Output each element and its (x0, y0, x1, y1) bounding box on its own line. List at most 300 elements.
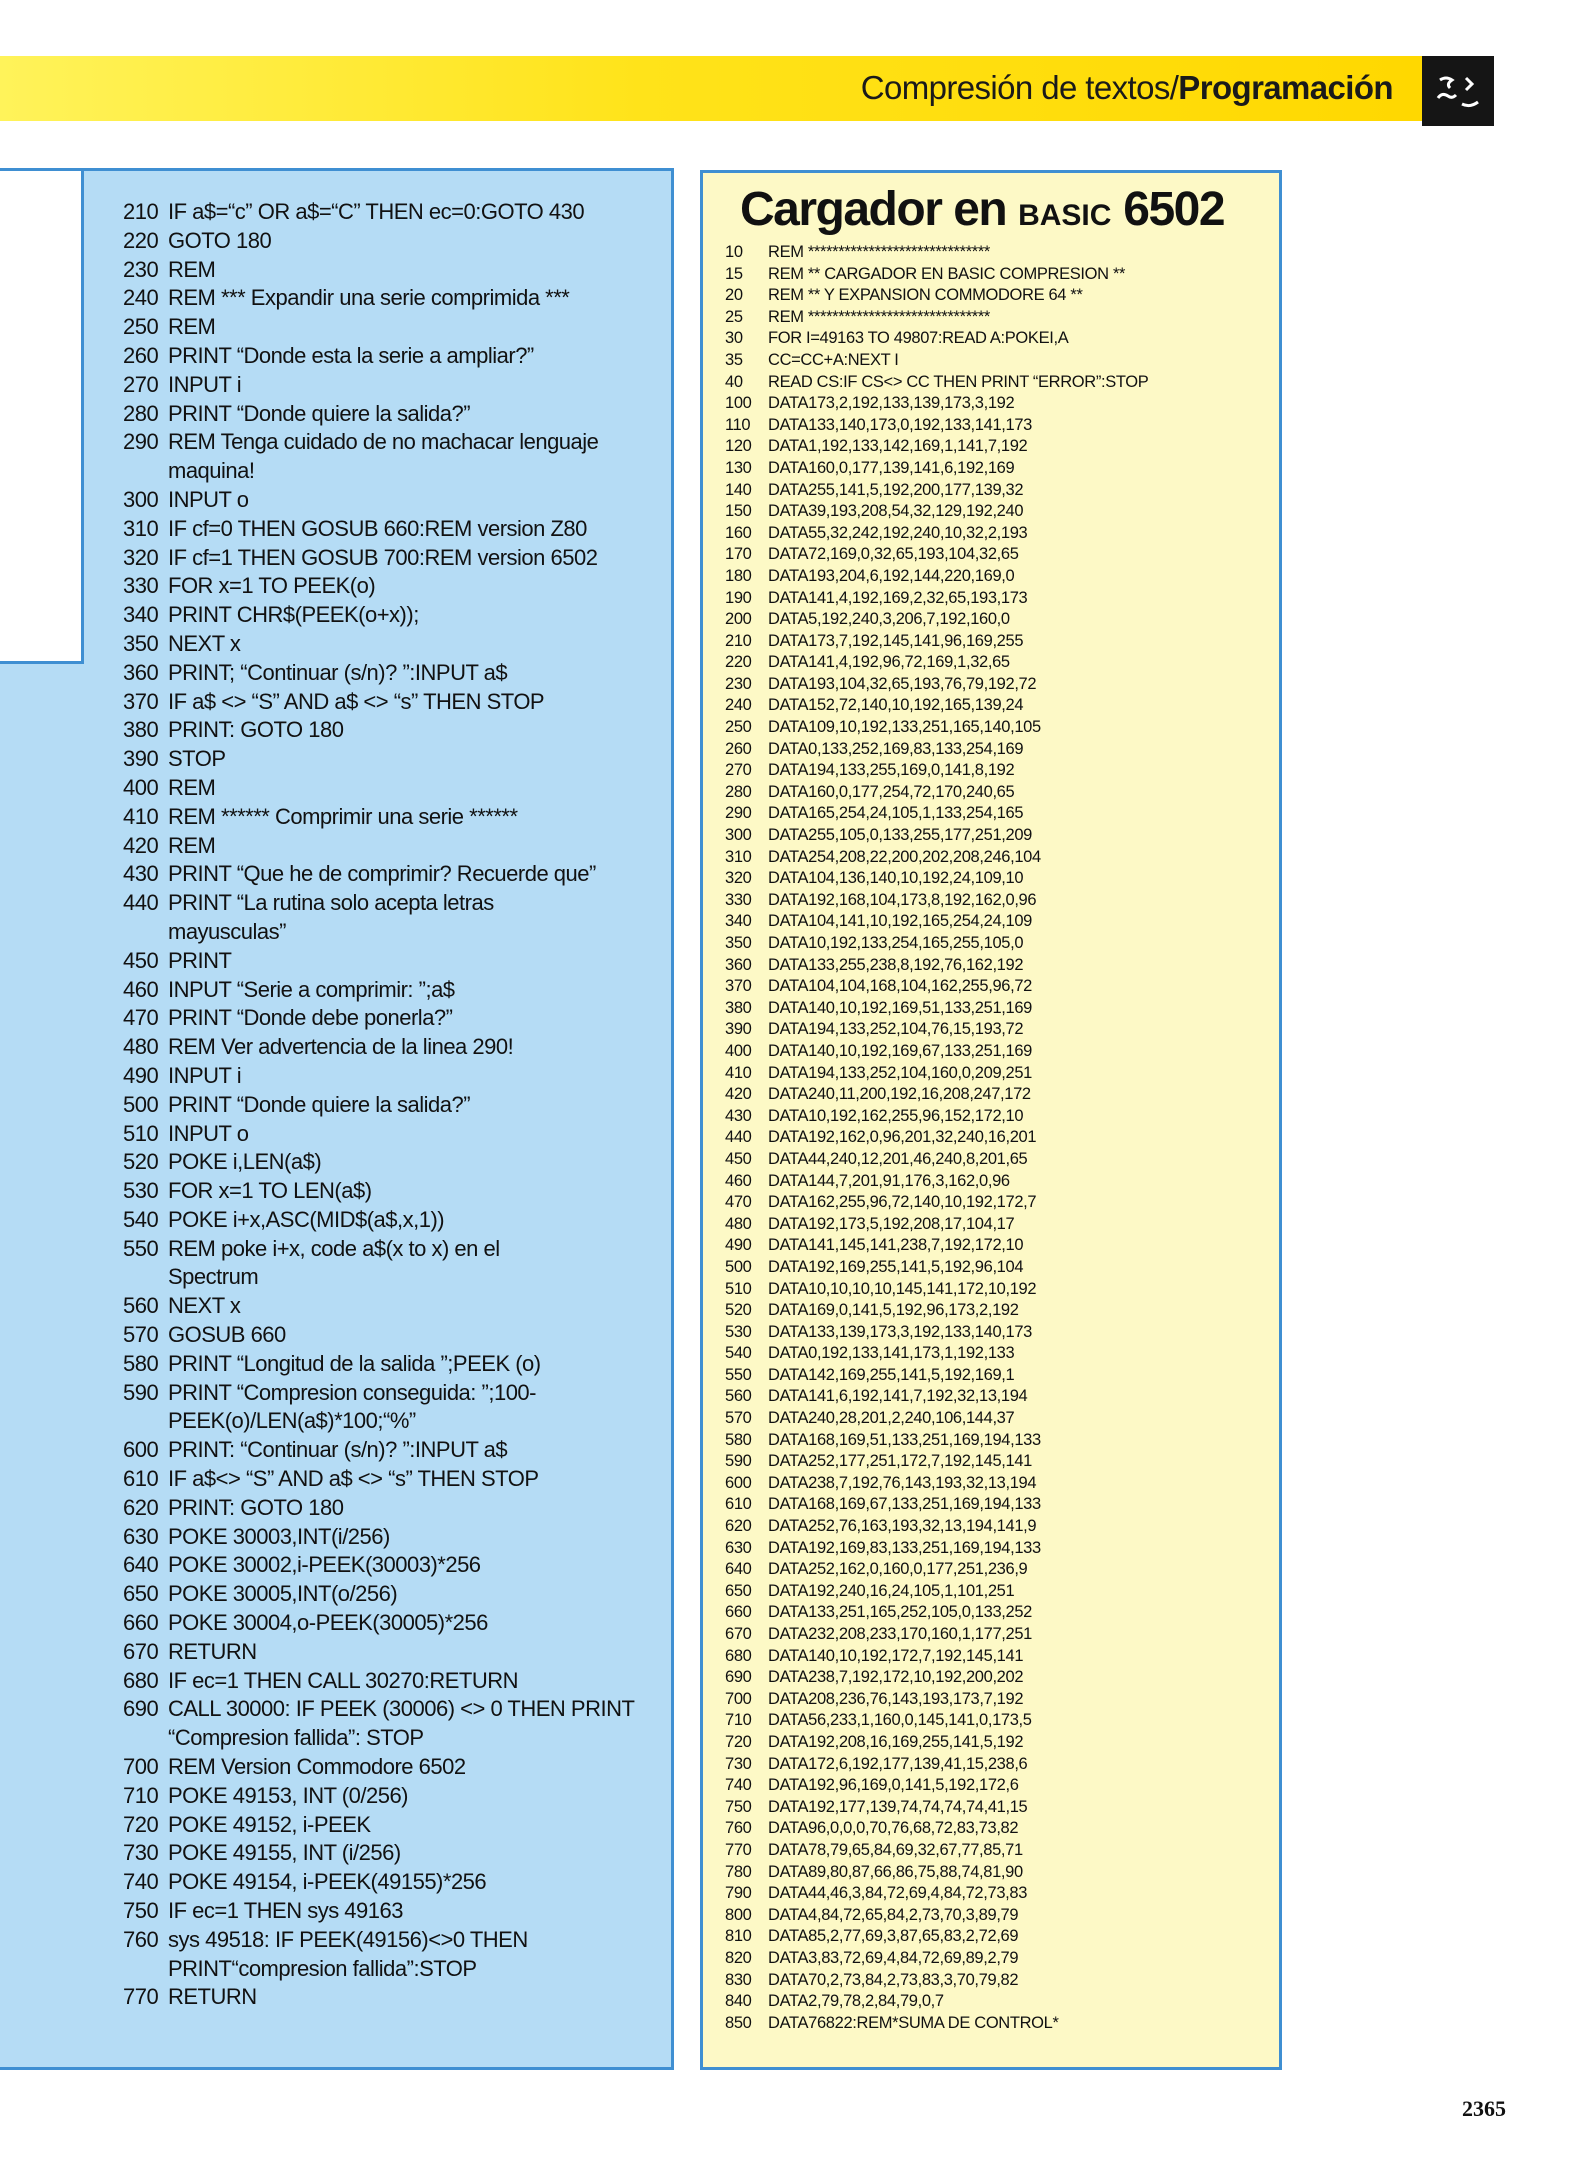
line-number: 440 (123, 890, 159, 916)
line-code: FOR x=1 TO PEEK(o) (168, 573, 376, 599)
code-line (123, 284, 663, 313)
left-panel-notch (0, 171, 84, 664)
line-code: DATA85,2,77,69,3,87,65,83,2,72,69 (768, 1927, 1019, 1946)
line-number: 220 (123, 227, 159, 253)
line-number: 390 (123, 746, 159, 772)
line-code: DATA3,83,72,69,4,84,72,69,89,2,79 (768, 1948, 1019, 1967)
line-number: 250 (123, 314, 159, 340)
line-number: 700 (725, 1689, 752, 1708)
line-code: sys 49518: IF PEEK(49156)<>0 THEN (168, 1926, 528, 1952)
line-number: 330 (123, 573, 159, 599)
code-line (725, 890, 1275, 912)
line-code: STOP (168, 746, 226, 772)
line-number: 780 (725, 1862, 752, 1881)
line-code: DATA162,255,96,72,140,10,192,172,7 (768, 1193, 1037, 1212)
code-line (123, 659, 663, 688)
line-number: 620 (123, 1494, 159, 1520)
line-code: DATA140,10,192,169,67,133,251,169 (768, 1041, 1032, 1060)
code-line (725, 1408, 1275, 1430)
line-code: POKE 30005,INT(o/256) (168, 1581, 398, 1607)
line-number: 210 (725, 631, 752, 650)
line-code: INPUT “Serie a comprimir: ”;a$ (168, 976, 455, 1002)
line-code: DATA133,139,173,3,192,133,140,173 (768, 1322, 1032, 1341)
line-number: 40 (725, 372, 743, 391)
code-line (725, 2013, 1275, 2035)
line-number: 610 (123, 1466, 159, 1492)
line-code: DATA56,233,1,160,0,145,141,0,173,5 (768, 1711, 1032, 1730)
line-number: 720 (123, 1811, 159, 1837)
code-line (123, 1235, 663, 1293)
line-number: 680 (123, 1667, 159, 1693)
line-number: 380 (123, 717, 159, 743)
line-number: 470 (123, 1005, 159, 1031)
line-code: DATA173,2,192,133,139,173,3,192 (768, 394, 1015, 413)
line-code: POKE 49155, INT (i/256) (168, 1840, 401, 1866)
line-number: 490 (123, 1062, 159, 1088)
code-line (725, 1840, 1275, 1862)
line-number: 520 (725, 1301, 752, 1320)
line-code: PRINT “Donde quiere la salida?” (168, 400, 471, 426)
line-number: 190 (725, 588, 752, 607)
left-basic-listing (123, 198, 663, 2012)
page-number: 2365 (1462, 2096, 1506, 2121)
line-code: IF ec=1 THEN sys 49163 (168, 1898, 403, 1924)
line-code: DATA192,208,16,169,255,141,5,192 (768, 1732, 1024, 1751)
line-number: 720 (725, 1732, 752, 1751)
line-number: 320 (725, 869, 752, 888)
code-line (123, 1609, 663, 1638)
line-code: DATA160,0,177,254,72,170,240,65 (768, 782, 1015, 801)
code-line (123, 630, 663, 659)
line-continuation: Spectrum (168, 1264, 259, 1290)
line-number: 540 (725, 1344, 752, 1363)
line-code: DATA254,208,22,200,202,208,246,104 (768, 847, 1041, 866)
code-line (123, 1638, 663, 1667)
line-code: PRINT: “Continuar (s/n)? ”:INPUT a$ (168, 1437, 508, 1463)
line-code: DATA238,7,192,172,10,192,200,202 (768, 1668, 1024, 1687)
code-line (123, 1753, 663, 1782)
code-line (123, 1494, 663, 1523)
line-number: 630 (725, 1538, 752, 1557)
code-line (725, 1084, 1275, 1106)
line-code: DATA133,140,173,0,192,133,141,173 (768, 415, 1032, 434)
line-code: DATA72,169,0,32,65,193,104,32,65 (768, 545, 1019, 564)
line-number: 740 (123, 1869, 159, 1895)
loader-title-basic: BASIC (1018, 199, 1112, 232)
code-line (123, 428, 663, 486)
line-code: IF a$ <> “S” AND a$ <> “s” THEN STOP (168, 688, 545, 714)
code-line (123, 1379, 663, 1437)
line-code: FOR I=49163 TO 49807:READ A:POKEI,A (768, 329, 1069, 348)
line-code: DATA10,192,162,255,96,152,172,10 (768, 1106, 1024, 1125)
code-line (725, 911, 1275, 933)
line-code: PRINT: GOTO 180 (168, 1494, 344, 1520)
section-title-topic: Compresión de textos/ (860, 69, 1179, 106)
line-number: 760 (725, 1819, 752, 1838)
line-number: 260 (725, 739, 752, 758)
line-code: DATA140,10,192,169,51,133,251,169 (768, 998, 1032, 1017)
line-code: DATA255,141,5,192,200,177,139,32 (768, 480, 1024, 499)
code-line (123, 745, 663, 774)
line-code: DATA141,4,192,169,2,32,65,193,173 (768, 588, 1028, 607)
line-number: 650 (725, 1581, 752, 1600)
code-line (725, 1516, 1275, 1538)
line-code: RETURN (168, 1984, 257, 2010)
line-number: 200 (725, 610, 752, 629)
code-line (725, 695, 1275, 717)
code-line (725, 1473, 1275, 1495)
code-line (725, 1300, 1275, 1322)
line-number: 770 (123, 1984, 159, 2010)
line-number: 230 (725, 674, 752, 693)
code-line (725, 1192, 1275, 1214)
code-line (725, 1171, 1275, 1193)
line-number: 690 (123, 1696, 159, 1722)
line-code: REM *** Expandir una serie comprimida *** (168, 285, 570, 311)
line-code: INPUT o (168, 486, 249, 512)
line-code: NEXT x (168, 1293, 241, 1319)
line-code: DATA192,240,16,24,105,1,101,251 (768, 1581, 1015, 1600)
line-number: 460 (725, 1171, 752, 1190)
code-line (725, 1797, 1275, 1819)
line-code: DATA252,177,251,172,7,192,145,141 (768, 1452, 1032, 1471)
code-line (725, 1235, 1275, 1257)
line-code: DATA152,72,140,10,192,165,139,24 (768, 696, 1024, 715)
line-number: 550 (725, 1365, 752, 1384)
line-number: 750 (725, 1797, 752, 1816)
line-code: IF a$=“c” OR a$=“C” THEN ec=0:GOTO 430 (168, 199, 585, 224)
line-code: DATA104,141,10,192,165,254,24,109 (768, 912, 1032, 931)
code-line (725, 1214, 1275, 1236)
line-code: DATA169,0,141,5,192,96,173,2,192 (768, 1301, 1019, 1320)
line-code: DATA252,76,163,193,32,13,194,141,9 (768, 1517, 1037, 1536)
line-code: REM ****** Comprimir una serie ****** (168, 803, 518, 829)
code-line (725, 739, 1275, 761)
code-line (725, 372, 1275, 394)
code-line (725, 933, 1275, 955)
line-number: 15 (725, 264, 743, 283)
line-code: DATA141,145,141,238,7,192,172,10 (768, 1236, 1024, 1255)
code-line (725, 652, 1275, 674)
code-line (725, 480, 1275, 502)
line-number: 590 (725, 1452, 752, 1471)
code-line (725, 1883, 1275, 1905)
line-code: PRINT CHR$(PEEK(o+x)); (168, 602, 419, 628)
line-number: 180 (725, 566, 752, 585)
line-number: 760 (123, 1926, 159, 1952)
code-line (725, 1494, 1275, 1516)
line-number: 360 (725, 955, 752, 974)
line-code: IF cf=1 THEN GOSUB 700:REM version 6502 (168, 544, 598, 570)
line-code: DATA172,6,192,177,139,41,15,238,6 (768, 1754, 1028, 1773)
code-line (725, 976, 1275, 998)
line-number: 620 (725, 1517, 752, 1536)
code-line (725, 1948, 1275, 1970)
code-line (725, 1430, 1275, 1452)
line-number: 370 (123, 688, 159, 714)
code-line (123, 371, 663, 400)
code-line (725, 566, 1275, 588)
line-code: NEXT x (168, 630, 241, 656)
line-number: 560 (725, 1387, 752, 1406)
code-line (123, 688, 663, 717)
line-number: 320 (123, 544, 159, 570)
line-number: 160 (725, 523, 752, 542)
code-line (725, 782, 1275, 804)
line-code: FOR x=1 TO LEN(a$) (168, 1178, 372, 1204)
line-code: DATA1,192,133,142,169,1,141,7,192 (768, 437, 1028, 456)
line-number: 830 (725, 1970, 752, 1989)
code-line (725, 1646, 1275, 1668)
code-line (123, 572, 663, 601)
code-line (725, 1538, 1275, 1560)
code-line (725, 1365, 1275, 1387)
line-number: 300 (725, 826, 752, 845)
line-number: 420 (725, 1085, 752, 1104)
code-line (123, 1782, 663, 1811)
code-line (725, 1106, 1275, 1128)
line-number: 270 (123, 371, 159, 397)
code-line (123, 256, 663, 285)
line-code: DATA238,7,192,76,143,193,32,13,194 (768, 1473, 1037, 1492)
line-number: 500 (725, 1257, 752, 1276)
line-number: 640 (725, 1560, 752, 1579)
line-number: 340 (123, 602, 159, 628)
line-number: 480 (123, 1034, 159, 1060)
line-number: 690 (725, 1668, 752, 1687)
line-number: 570 (725, 1409, 752, 1428)
line-code: PRINT “Que he de comprimir? Recuerde que” (168, 861, 596, 887)
code-line (123, 1811, 663, 1840)
code-line (725, 1667, 1275, 1689)
line-number: 670 (725, 1625, 752, 1643)
code-line (725, 803, 1275, 825)
line-code: DATA255,105,0,133,255,177,251,209 (768, 826, 1032, 845)
code-line (725, 1689, 1275, 1711)
line-number: 260 (123, 342, 159, 368)
line-code: GOSUB 660 (168, 1322, 286, 1348)
line-code: DATA44,46,3,84,72,69,4,84,72,73,83 (768, 1884, 1028, 1903)
line-code: PRINT “Donde esta la serie a ampliar?” (168, 342, 534, 368)
line-number: 550 (123, 1235, 159, 1261)
code-line (725, 1732, 1275, 1754)
code-line (123, 1983, 663, 2012)
line-code: POKE i+x,ASC(MID$(a$,x,1)) (168, 1206, 445, 1232)
line-number: 210 (123, 199, 159, 224)
line-number: 700 (123, 1754, 159, 1780)
code-line (725, 1257, 1275, 1279)
line-number: 510 (123, 1120, 159, 1146)
line-code: DATA0,133,252,169,83,133,254,169 (768, 739, 1024, 758)
code-line (123, 400, 663, 429)
code-line (123, 1120, 663, 1149)
line-code: DATA109,10,192,133,251,165,140,105 (768, 718, 1041, 737)
line-number: 280 (123, 400, 159, 426)
code-line (725, 1581, 1275, 1603)
code-line (123, 1580, 663, 1609)
line-code: DATA10,192,133,254,165,255,105,0 (768, 934, 1024, 952)
code-line (725, 1970, 1275, 1992)
line-number: 170 (725, 545, 752, 564)
line-code: DATA194,133,252,104,160,0,209,251 (768, 1063, 1032, 1082)
code-line (725, 544, 1275, 566)
line-code: DATA5,192,240,3,206,7,192,160,0 (768, 610, 1010, 629)
code-line (123, 1004, 663, 1033)
line-number: 290 (725, 804, 752, 823)
code-line (123, 889, 663, 947)
line-code: POKE i,LEN(a$) (168, 1149, 322, 1175)
code-line (725, 1386, 1275, 1408)
line-number: 710 (725, 1711, 752, 1730)
squiggle-logo-icon (1422, 56, 1494, 126)
line-code: IF ec=1 THEN CALL 30270:RETURN (168, 1667, 518, 1693)
code-line (725, 458, 1275, 480)
line-number: 500 (123, 1091, 159, 1117)
line-number: 380 (725, 998, 752, 1017)
line-code: DATA168,169,51,133,251,169,194,133 (768, 1430, 1041, 1449)
line-number: 510 (725, 1279, 752, 1298)
code-line (725, 847, 1275, 869)
line-number: 680 (725, 1646, 752, 1665)
line-code: DATA2,79,78,2,84,79,0,7 (768, 1992, 944, 2011)
code-line (725, 328, 1275, 350)
line-code: DATA192,177,139,74,74,74,74,41,15 (768, 1797, 1028, 1816)
line-code: REM ****************************** (768, 243, 990, 261)
section-title-category: Programación (1178, 69, 1393, 106)
code-line (123, 1436, 663, 1465)
line-number: 400 (123, 774, 159, 800)
code-line (725, 955, 1275, 977)
line-code: IF a$<> “S” AND a$ <> “s” THEN STOP (168, 1466, 539, 1492)
line-continuation: mayusculas” (168, 918, 286, 944)
code-line (725, 609, 1275, 631)
code-line (123, 803, 663, 832)
line-code: DATA192,173,5,192,208,17,104,17 (768, 1214, 1015, 1233)
line-number: 310 (725, 847, 752, 866)
line-code: DATA96,0,0,0,70,76,68,72,83,73,82 (768, 1819, 1019, 1838)
line-number: 530 (123, 1178, 159, 1204)
code-line (123, 486, 663, 515)
line-code: INPUT i (168, 371, 242, 397)
line-number: 540 (123, 1206, 159, 1232)
code-line (123, 544, 663, 573)
line-number: 560 (123, 1293, 159, 1319)
code-line (725, 1559, 1275, 1581)
line-number: 410 (123, 803, 159, 829)
line-number: 100 (725, 394, 752, 413)
line-code: PRINT “Donde debe ponerla?” (168, 1005, 453, 1031)
line-number: 25 (725, 307, 743, 326)
line-number: 460 (123, 976, 159, 1002)
code-line (725, 285, 1275, 307)
line-code: DATA141,6,192,141,7,192,32,13,194 (768, 1387, 1028, 1406)
code-line (725, 242, 1275, 264)
line-code: PRINT “Longitud de la salida ”;PEEK (o) (168, 1350, 541, 1376)
line-code: DATA192,96,169,0,141,5,192,172,6 (768, 1776, 1019, 1795)
code-line (725, 501, 1275, 523)
line-number: 840 (725, 1992, 752, 2011)
line-number: 850 (725, 2013, 752, 2032)
code-line (123, 1523, 663, 1552)
code-line (725, 1149, 1275, 1171)
code-line (123, 342, 663, 371)
line-number: 350 (725, 934, 752, 952)
line-number: 300 (123, 486, 159, 512)
line-code: DATA192,162,0,96,201,32,240,16,201 (768, 1128, 1037, 1147)
line-code: DATA133,251,165,252,105,0,133,252 (768, 1603, 1032, 1622)
code-line (725, 588, 1275, 610)
line-code: REM (168, 774, 216, 800)
line-code: DATA252,162,0,160,0,177,251,236,9 (768, 1560, 1028, 1579)
code-line (725, 1279, 1275, 1301)
code-line (725, 1926, 1275, 1948)
code-line (123, 1897, 663, 1926)
line-continuation: maquina! (168, 458, 255, 484)
line-code: DATA194,133,255,169,0,141,8,192 (768, 761, 1015, 780)
line-number: 280 (725, 782, 752, 801)
line-number: 660 (123, 1610, 159, 1636)
code-line (725, 264, 1275, 286)
line-code: PRINT “La rutina solo acepta letras (168, 890, 494, 916)
line-code: DATA133,255,238,8,192,76,162,192 (768, 955, 1024, 974)
line-code: DATA4,84,72,65,84,2,73,70,3,89,79 (768, 1905, 1019, 1924)
line-number: 290 (123, 429, 159, 455)
code-line (725, 1624, 1275, 1646)
line-continuation: “Compresion fallida”: STOP (168, 1725, 424, 1751)
line-code: PRINT; “Continuar (s/n)? ”:INPUT a$ (168, 659, 508, 685)
line-number: 450 (123, 947, 159, 973)
code-line (725, 998, 1275, 1020)
code-line (123, 1321, 663, 1350)
code-line (123, 1926, 663, 1984)
line-number: 430 (123, 861, 159, 887)
line-code: DATA168,169,67,133,251,169,194,133 (768, 1495, 1041, 1514)
code-line (725, 674, 1275, 696)
line-code: CALL 30000: IF PEEK (30006) <> 0 THEN PRINT (168, 1696, 635, 1722)
line-code: DATA160,0,177,139,141,6,192,169 (768, 458, 1015, 477)
line-number: 20 (725, 286, 743, 305)
line-number: 220 (725, 653, 752, 672)
code-line (123, 1091, 663, 1120)
line-number: 240 (123, 285, 159, 311)
line-code: READ CS:IF CS<> CC THEN PRINT “ERROR”:STOP (768, 372, 1149, 391)
loader-title (740, 180, 1224, 240)
line-code: DATA70,2,73,84,2,73,83,3,70,79,82 (768, 1970, 1019, 1989)
line-number: 740 (725, 1776, 752, 1795)
line-code: GOTO 180 (168, 227, 272, 253)
code-line (725, 1754, 1275, 1776)
code-line (725, 631, 1275, 653)
line-code: DATA192,168,104,173,8,192,162,0,96 (768, 890, 1037, 909)
line-code: REM ****************************** (768, 307, 990, 326)
line-code: DATA104,104,168,104,162,255,96,72 (768, 977, 1032, 996)
line-continuation: PRINT“compresion fallida”:STOP (168, 1955, 477, 1981)
line-number: 430 (725, 1106, 752, 1125)
line-code: DATA193,204,6,192,144,220,169,0 (768, 566, 1015, 585)
line-code: PRINT (168, 947, 232, 973)
line-number: 350 (123, 630, 159, 656)
code-line (725, 307, 1275, 329)
line-number: 770 (725, 1840, 752, 1859)
code-line (123, 1062, 663, 1091)
line-number: 450 (725, 1149, 752, 1168)
right-basic-listing (725, 242, 1275, 2034)
line-code: DATA240,11,200,192,16,208,247,172 (768, 1085, 1031, 1104)
line-code: DATA192,169,83,133,251,169,194,133 (768, 1538, 1041, 1557)
line-number: 130 (725, 458, 752, 477)
code-line (123, 1148, 663, 1177)
line-code: DATA193,104,32,65,193,76,79,192,72 (768, 674, 1037, 693)
